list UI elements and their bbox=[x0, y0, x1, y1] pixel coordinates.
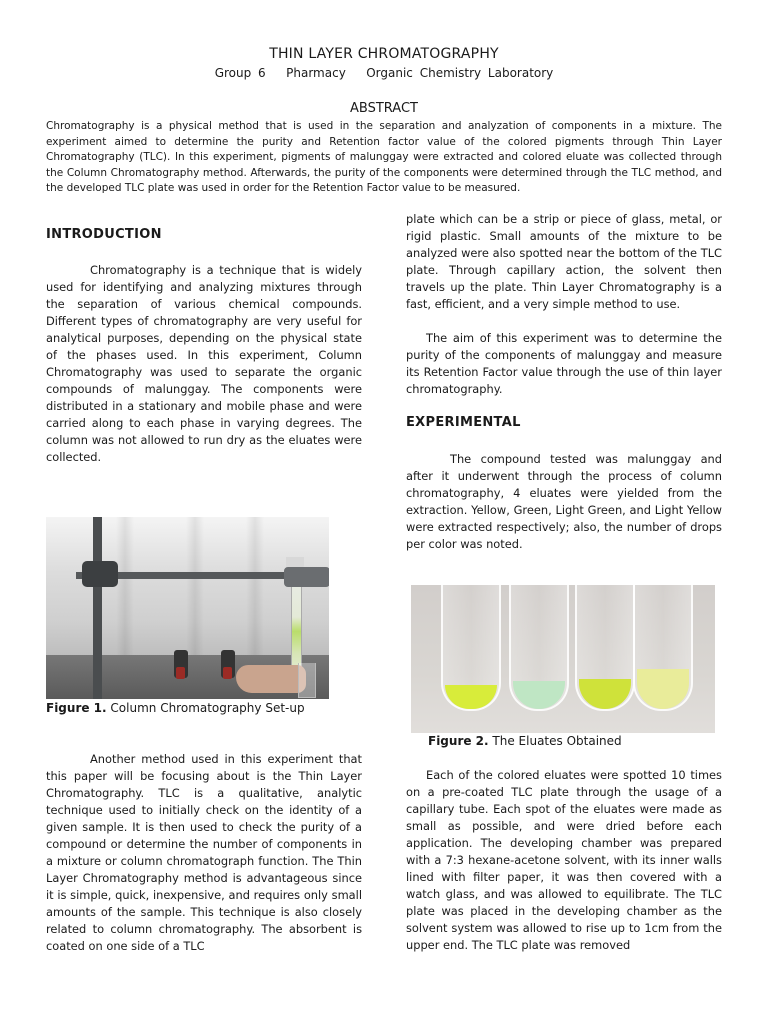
introduction-paragraph-2: Another method used in this experiment that this paper will be focusing about is the Thin Layer Chromatography. TLC is a qualitative, analytic technique used to initially check on the identity of a given sample. It is then used to check the purity of a compound or determine the number of components in a mixture or column chromatograph function. The Thin Layer Chromatography method is advantageous since it is simple, quick, inexpensive, and requires only small amounts of the sample. This technique is also closely related to column chromatography. The absorbent is coated on one side of a TLC bbox=[46, 752, 362, 953]
figure-2-caption-text: The Eluates Obtained bbox=[492, 734, 622, 748]
eluate-liquid bbox=[579, 679, 631, 709]
figure-2-caption bbox=[428, 734, 622, 748]
experimental-paragraph-2: Each of the colored eluates were spotted 10 times on a pre-coated TLC plate through the usage of a capillary tube. Each spot of the eluates were made as small as possible, and were dried before each application. The developing chamber was prepared with a 7:3 hexane-acetone solvent, with its inner walls lined with filter paper, it was then covered with a watch glass, and was allowed to equilibrate. The TLC plate was placed in the developing chamber as the solvent system was allowed to rise up to 1cm from the upper end. The TLC plate was removed bbox=[406, 768, 722, 952]
paper-subtitle: Group 6 Pharmacy Organic Chemistry Laboratory bbox=[214, 66, 554, 80]
introduction-paragraph-1: Chromatography is a technique that is widely used for identifying and analyzing mixtures through the separation of various chemical compounds. Different types of chromatography are very useful for analytical purposes, depending on the physical state of the phases used. In this experiment, Column Chromatography was used to separate the organic compounds of malunggay. The components were distributed in a stationary and mobile phase and were carried along to each phase in varying degrees. The column was not allowed to run dry as the eluates were collected. bbox=[46, 263, 362, 464]
column-clamp bbox=[284, 567, 329, 587]
figure-1-caption bbox=[46, 701, 305, 715]
experimental-heading: EXPERIMENTAL bbox=[406, 415, 521, 430]
paper-title: THIN LAYER CHROMATOGRAPHY bbox=[269, 46, 499, 62]
figure-1-image bbox=[46, 517, 329, 699]
hand bbox=[236, 665, 306, 693]
experimental-paragraph-1: The compound tested was malunggay and after it underwent through the process of column chromatography, 4 eluates were yielded from the extraction. Yellow, Green, Light Green, and Light Yellow were extracted respectively; also, the number of drops per color was noted. bbox=[406, 452, 722, 551]
figure-2-label: Figure 2. bbox=[428, 734, 489, 748]
eluate-vial-green bbox=[509, 585, 569, 711]
collection-tube bbox=[298, 663, 316, 698]
figure-1-label: Figure 1. bbox=[46, 701, 107, 715]
clamp-holder bbox=[82, 561, 118, 587]
eluate-vial-yellow bbox=[441, 585, 501, 711]
eluate-liquid bbox=[445, 685, 497, 709]
abstract-heading: ABSTRACT bbox=[350, 101, 418, 116]
eluate-vial-light-yellow bbox=[633, 585, 693, 711]
eluate-liquid bbox=[637, 669, 689, 709]
eluate-liquid bbox=[513, 681, 565, 709]
eluate-vial-light-green bbox=[575, 585, 635, 711]
stopcock-handle bbox=[223, 667, 232, 679]
figure-2-image bbox=[411, 585, 715, 733]
cloth-fold bbox=[186, 517, 204, 657]
figure-1-caption-text: Column Chromatography Set-up bbox=[110, 701, 305, 715]
introduction-paragraph-3: plate which can be a strip or piece of glass, metal, or rigid plastic. Small amounts of the mixture to be analyzed were also spotted near the bottom of the TLC plate. Through capillary action, the solvent then travels up the plate. Thin Layer Chromatography is a fast, efficient, and a very simple method to use. bbox=[406, 212, 722, 311]
cloth-fold bbox=[246, 517, 264, 657]
stopcock-handle bbox=[176, 667, 185, 679]
cloth-fold bbox=[116, 517, 134, 657]
ring-stand-rod bbox=[93, 517, 102, 699]
abstract-text: Chromatography is a physical method that is used in the separation and analyzation of components in a mixture. The experiment aimed to determine the purity and Retention factor value of the colored pigments through Thin Layer Chromatography (TLC). In this experiment, pigments of malunggay were extracted and colored eluate was collected through the Column Chromatography method. Afterwards, the purity of the components were determined through the TLC method, and the developed TLC plate was used in order for the Retention Factor value to be measured. bbox=[46, 120, 722, 194]
introduction-paragraph-4: The aim of this experiment was to determine the purity of the components of malunggay and measure its Retention Factor value through the use of thin layer chromatography. bbox=[406, 331, 722, 396]
introduction-heading: INTRODUCTION bbox=[46, 227, 162, 242]
